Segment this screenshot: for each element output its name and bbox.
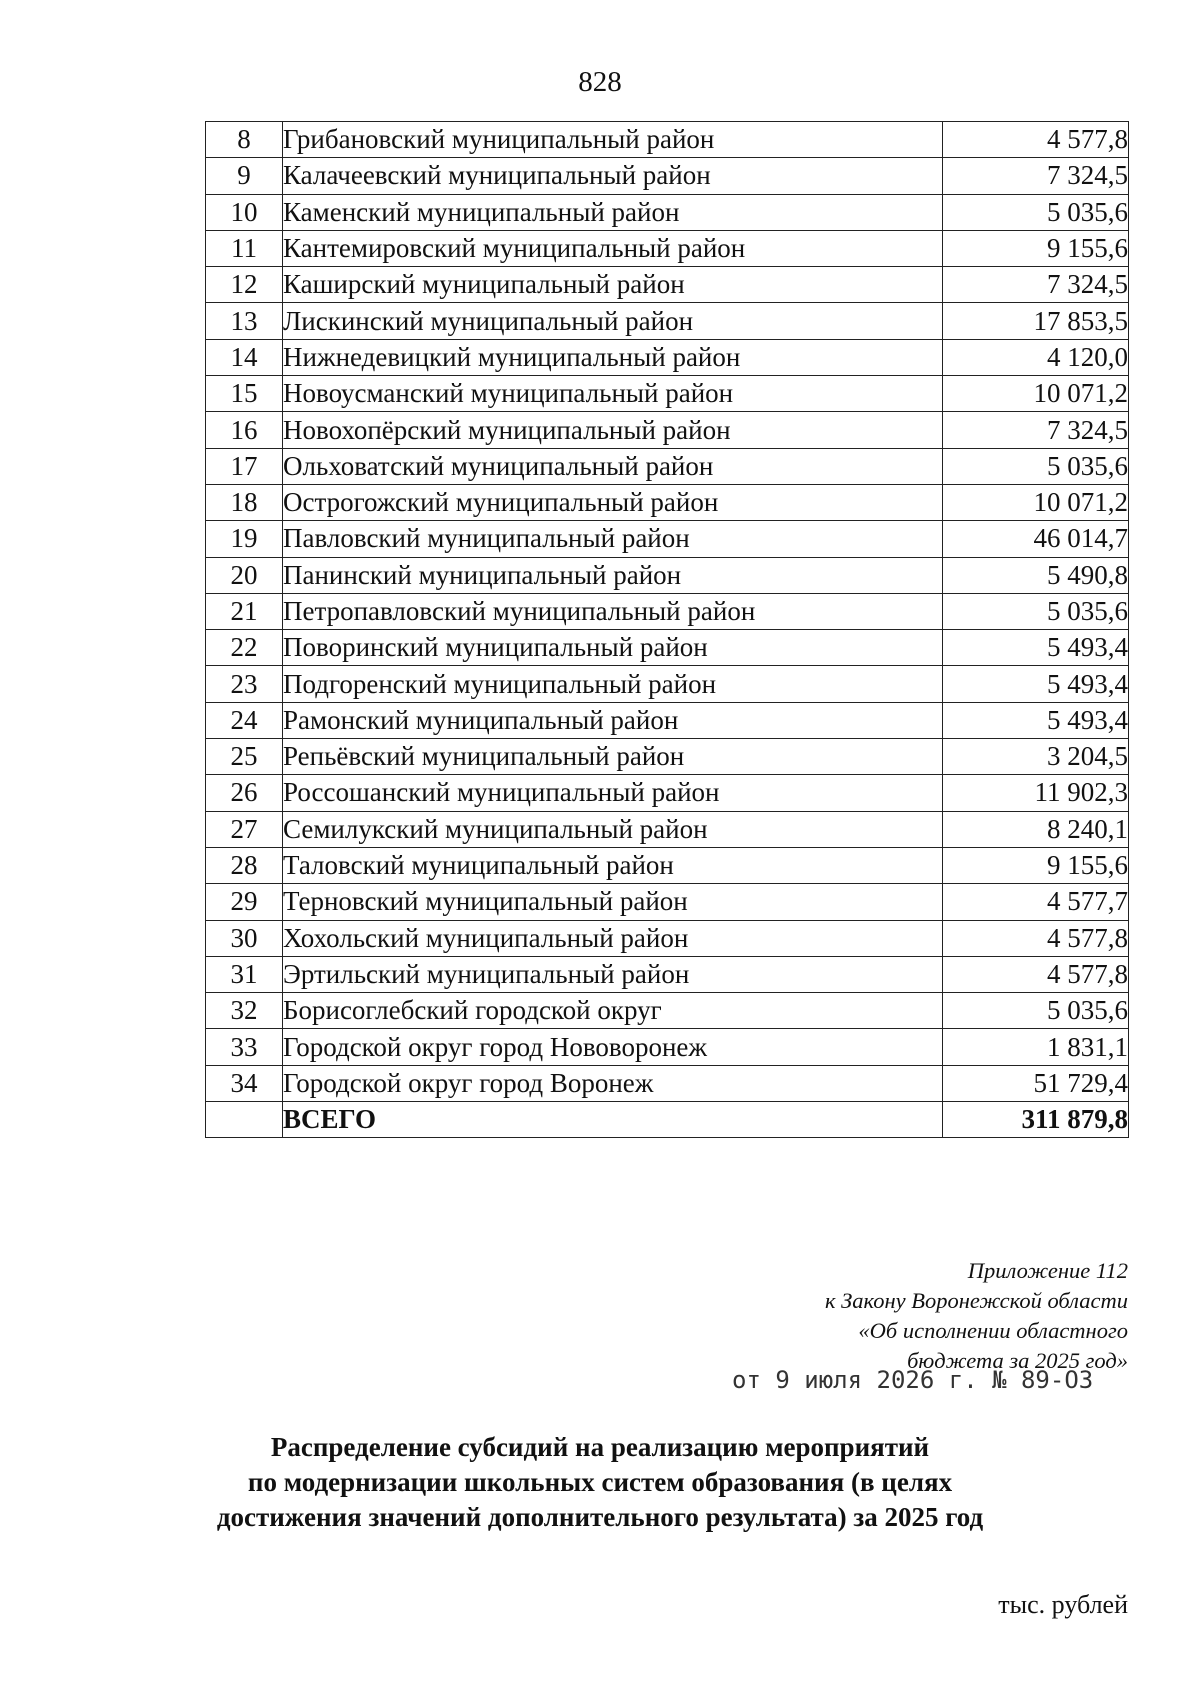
- table-row: [206, 484, 1129, 520]
- appendix-line: Приложение 112: [967, 1258, 1128, 1283]
- table-row: [206, 267, 1129, 303]
- table-row: [206, 956, 1129, 992]
- row-value: 10 071,2: [943, 484, 1129, 520]
- title-line: Распределение субсидий на реализацию мероприятий: [270, 1432, 930, 1462]
- row-value: 5 493,4: [943, 666, 1129, 702]
- row-number: 29: [206, 884, 283, 920]
- appendix-line: к Закону Воронежской области: [825, 1288, 1128, 1313]
- row-value: 5 035,6: [943, 194, 1129, 230]
- row-number: 19: [206, 521, 283, 557]
- row-number: 21: [206, 593, 283, 629]
- row-name: Таловский муниципальный район: [283, 847, 943, 883]
- page-number: 828: [578, 66, 622, 98]
- row-value: 4 577,7: [943, 884, 1129, 920]
- row-value: 10 071,2: [943, 376, 1129, 412]
- row-number: 18: [206, 484, 283, 520]
- title-line: достижения значений дополнительного результата) за 2025 год: [216, 1502, 984, 1532]
- row-name: Эртильский муниципальный район: [283, 956, 943, 992]
- appendix-line: «Об исполнении областного: [858, 1318, 1128, 1343]
- table-row: [206, 775, 1129, 811]
- row-name: Каширский муниципальный район: [283, 267, 943, 303]
- table-row: [206, 666, 1129, 702]
- row-name: Павловский муниципальный район: [283, 521, 943, 557]
- row-number: 20: [206, 557, 283, 593]
- row-number: 34: [206, 1065, 283, 1101]
- row-number: 23: [206, 666, 283, 702]
- row-value: 1 831,1: [943, 1029, 1129, 1065]
- row-name: Панинский муниципальный район: [283, 557, 943, 593]
- row-name: Петропавловский муниципальный район: [283, 593, 943, 629]
- row-number: 17: [206, 448, 283, 484]
- table-row: [206, 1029, 1129, 1065]
- row-name: Подгоренский муниципальный район: [283, 666, 943, 702]
- row-number: 27: [206, 811, 283, 847]
- row-name: Кантемировский муниципальный район: [283, 230, 943, 266]
- table-row: [206, 158, 1129, 194]
- row-number: 24: [206, 702, 283, 738]
- row-value: 9 155,6: [943, 230, 1129, 266]
- row-name: Поворинский муниципальный район: [283, 630, 943, 666]
- table-total-row: [206, 1102, 1129, 1138]
- row-name: Россошанский муниципальный район: [283, 775, 943, 811]
- row-name: Семилукский муниципальный район: [283, 811, 943, 847]
- row-value: 11 902,3: [943, 775, 1129, 811]
- row-name: Новоусманский муниципальный район: [283, 376, 943, 412]
- table-row: [206, 557, 1129, 593]
- title-line: по модернизации школьных систем образования (в целях: [247, 1467, 953, 1497]
- row-name: Терновский муниципальный район: [283, 884, 943, 920]
- row-name: Городской округ город Нововоронеж: [283, 1029, 943, 1065]
- row-value: 5 035,6: [943, 993, 1129, 1029]
- law-date-stamp: от 9 июля 2026 г. № 89-ОЗ: [732, 1366, 1094, 1394]
- row-number: 25: [206, 739, 283, 775]
- table-row: [206, 847, 1129, 883]
- row-number: 9: [206, 158, 283, 194]
- appendix-line: бюджета за 2025 год»: [907, 1348, 1128, 1373]
- row-value: 5 490,8: [943, 557, 1129, 593]
- table-row: [206, 920, 1129, 956]
- row-number: 11: [206, 230, 283, 266]
- row-number: 32: [206, 993, 283, 1029]
- table-row: [206, 448, 1129, 484]
- table-row: [206, 1065, 1129, 1101]
- row-value: 8 240,1: [943, 811, 1129, 847]
- row-value: 4 577,8: [943, 122, 1129, 158]
- row-number: 26: [206, 775, 283, 811]
- row-number: 14: [206, 339, 283, 375]
- row-name: Калачеевский муниципальный район: [283, 158, 943, 194]
- row-name: Грибановский муниципальный район: [283, 122, 943, 158]
- table-row: [206, 303, 1129, 339]
- row-name: Борисоглебский городской округ: [283, 993, 943, 1029]
- row-name: ВСЕГО: [283, 1102, 943, 1138]
- row-value: 4 577,8: [943, 956, 1129, 992]
- table-row: [206, 993, 1129, 1029]
- appendix-header: [568, 1256, 1128, 1376]
- table-row: [206, 339, 1129, 375]
- table-row: [206, 702, 1129, 738]
- table-row: [206, 811, 1129, 847]
- table-body: [206, 122, 1129, 1138]
- row-value: 5 035,6: [943, 593, 1129, 629]
- table-row: [206, 593, 1129, 629]
- row-number: 8: [206, 122, 283, 158]
- row-name: Новохопёрский муниципальный район: [283, 412, 943, 448]
- row-number: [206, 1102, 283, 1138]
- row-value: 311 879,8: [943, 1102, 1129, 1138]
- row-value: 5 035,6: [943, 448, 1129, 484]
- row-value: 5 493,4: [943, 702, 1129, 738]
- document-title: [0, 1430, 1200, 1535]
- row-value: 7 324,5: [943, 158, 1129, 194]
- row-number: 22: [206, 630, 283, 666]
- table-row: [206, 739, 1129, 775]
- row-name: Хохольский муниципальный район: [283, 920, 943, 956]
- table-row: [206, 521, 1129, 557]
- row-number: 33: [206, 1029, 283, 1065]
- row-value: 4 120,0: [943, 339, 1129, 375]
- row-name: Лискинский муниципальный район: [283, 303, 943, 339]
- row-name: Рамонский муниципальный район: [283, 702, 943, 738]
- table-row: [206, 630, 1129, 666]
- row-value: 3 204,5: [943, 739, 1129, 775]
- table-row: [206, 230, 1129, 266]
- row-number: 15: [206, 376, 283, 412]
- row-name: Нижнедевицкий муниципальный район: [283, 339, 943, 375]
- row-name: Ольховатский муниципальный район: [283, 448, 943, 484]
- subsidy-table: [205, 121, 1129, 1138]
- row-number: 13: [206, 303, 283, 339]
- row-number: 10: [206, 194, 283, 230]
- row-value: 17 853,5: [943, 303, 1129, 339]
- row-value: 9 155,6: [943, 847, 1129, 883]
- row-name: Каменский муниципальный район: [283, 194, 943, 230]
- row-value: 4 577,8: [943, 920, 1129, 956]
- row-number: 12: [206, 267, 283, 303]
- row-value: 7 324,5: [943, 412, 1129, 448]
- table-row: [206, 194, 1129, 230]
- row-value: 51 729,4: [943, 1065, 1129, 1101]
- row-name: Острогожский муниципальный район: [283, 484, 943, 520]
- row-number: 31: [206, 956, 283, 992]
- table-row: [206, 122, 1129, 158]
- row-value: 5 493,4: [943, 630, 1129, 666]
- table-row: [206, 884, 1129, 920]
- row-number: 28: [206, 847, 283, 883]
- row-name: Репьёвский муниципальный район: [283, 739, 943, 775]
- row-name: Городской округ город Воронеж: [283, 1065, 943, 1101]
- row-number: 30: [206, 920, 283, 956]
- units-label: тыс. рублей: [998, 1590, 1128, 1619]
- row-value: 46 014,7: [943, 521, 1129, 557]
- table-row: [206, 376, 1129, 412]
- row-number: 16: [206, 412, 283, 448]
- row-value: 7 324,5: [943, 267, 1129, 303]
- table-row: [206, 412, 1129, 448]
